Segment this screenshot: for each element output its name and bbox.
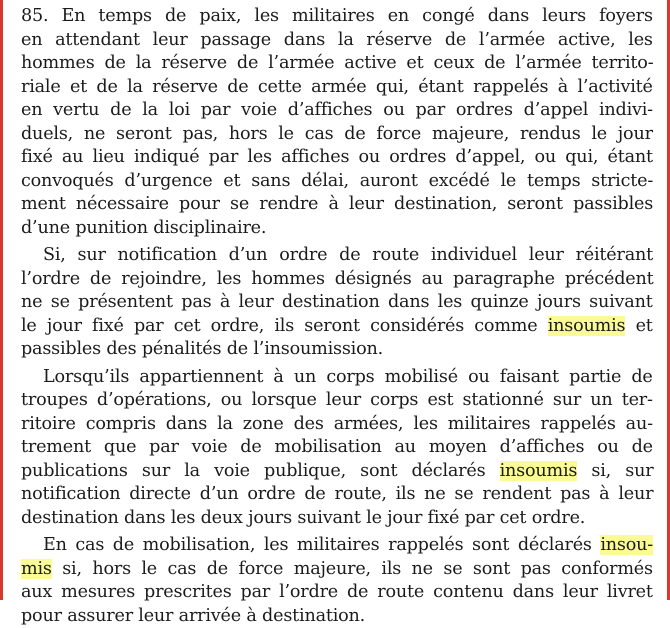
text-line <box>21 217 670 241</box>
text-line <box>21 52 670 76</box>
text-segment: et <box>625 316 652 336</box>
text-segment: publications sur la voie publique, sont déclarés <box>21 461 500 481</box>
document-text <box>21 5 670 628</box>
text-segment: fixé au lieu indiqué par les affiches ou ordres d’appel, ou qui, étant <box>21 147 653 167</box>
text-segment: hommes de la réserve de l’armée active et ceux de l’armée territo- <box>21 53 653 73</box>
text-line <box>21 99 670 123</box>
text-segment: notification directe d’un ordre de route, ils ne se rendent pas à leur <box>21 484 653 504</box>
text-line <box>21 507 670 531</box>
text-segment: riale et de la réserve de cette armée qui, étant rappelés à l’activité <box>21 77 653 97</box>
text-line <box>21 244 670 268</box>
text-line <box>21 413 670 437</box>
text-line <box>21 534 670 558</box>
text-line <box>21 170 670 194</box>
text-line <box>21 436 670 460</box>
text-segment: troupes d’opérations, ou lorsque leur corps est stationné sur un ter- <box>21 390 653 410</box>
text-line <box>21 605 670 628</box>
highlighted-word: mis <box>21 559 52 579</box>
text-line <box>21 5 670 29</box>
text-segment: en vertu de la loi par voie d’affiches ou par ordres d’appel indivi- <box>21 100 653 120</box>
highlighted-word: insoumis <box>500 461 578 481</box>
text-line <box>21 389 670 413</box>
text-segment: aux mesures prescrites par l’ordre de route contenu dans leur livret <box>21 582 653 602</box>
text-segment: passibles des pénalités de l’insoumission. <box>21 339 383 359</box>
text-line <box>21 193 670 217</box>
text-segment: convoqués d’urgence et sans délai, auront excédé le temps stricte- <box>21 171 653 191</box>
text-segment: en attendant leur passage dans la réserve de l’armée active, les <box>21 30 653 50</box>
text-line <box>21 29 670 53</box>
highlighted-word: insoumis <box>548 316 626 336</box>
text-segment: l’ordre de rejoindre, les hommes désignés au paragraphe précédent <box>21 269 654 289</box>
highlighted-word: insou- <box>600 535 653 555</box>
text-segment: En cas de mobilisation, les militaires rappelés sont déclarés <box>43 535 600 555</box>
text-line <box>21 146 670 170</box>
text-line <box>21 76 670 100</box>
text-segment: trement que par voie de mobilisation au moyen d’affiches ou de <box>21 437 653 457</box>
text-line <box>21 366 670 390</box>
text-line <box>21 558 670 582</box>
text-segment: destination dans les deux jours suivant le jour fixé par cet ordre. <box>21 508 585 528</box>
text-line <box>21 581 670 605</box>
text-segment: pour assurer leur arrivée à destination. <box>21 606 365 626</box>
text-line <box>21 291 670 315</box>
text-segment: ne se présentent pas à leur destination dans les quinze jours suivant <box>21 292 653 312</box>
text-segment: le jour fixé par cet ordre, ils seront considérés comme <box>21 316 548 336</box>
text-line <box>21 338 670 362</box>
text-line <box>21 315 670 339</box>
text-line <box>21 123 670 147</box>
text-line <box>21 460 670 484</box>
text-line <box>21 268 670 292</box>
text-segment: d’une punition disciplinaire. <box>21 218 266 238</box>
text-segment: 85. En temps de paix, les militaires en congé dans leurs foyers <box>21 6 653 26</box>
text-segment: Si, sur notification d’un ordre de route individuel leur réitérant <box>43 245 653 265</box>
text-segment: si, sur <box>577 461 653 481</box>
text-segment: ritoire compris dans la zone des armées, les militaires rappelés au- <box>21 414 653 434</box>
text-segment: ment nécessaire pour se rendre à leur destination, seront passibles <box>21 194 653 214</box>
text-segment: duels, ne seront pas, hors le cas de force majeure, rendus le jour <box>21 124 653 144</box>
text-segment: Lorsqu’ils appartiennent à un corps mobilisé ou faisant partie de <box>43 367 653 387</box>
text-segment: si, hors le cas de force majeure, ils ne se sont pas conformés <box>52 559 653 579</box>
text-line <box>21 483 670 507</box>
